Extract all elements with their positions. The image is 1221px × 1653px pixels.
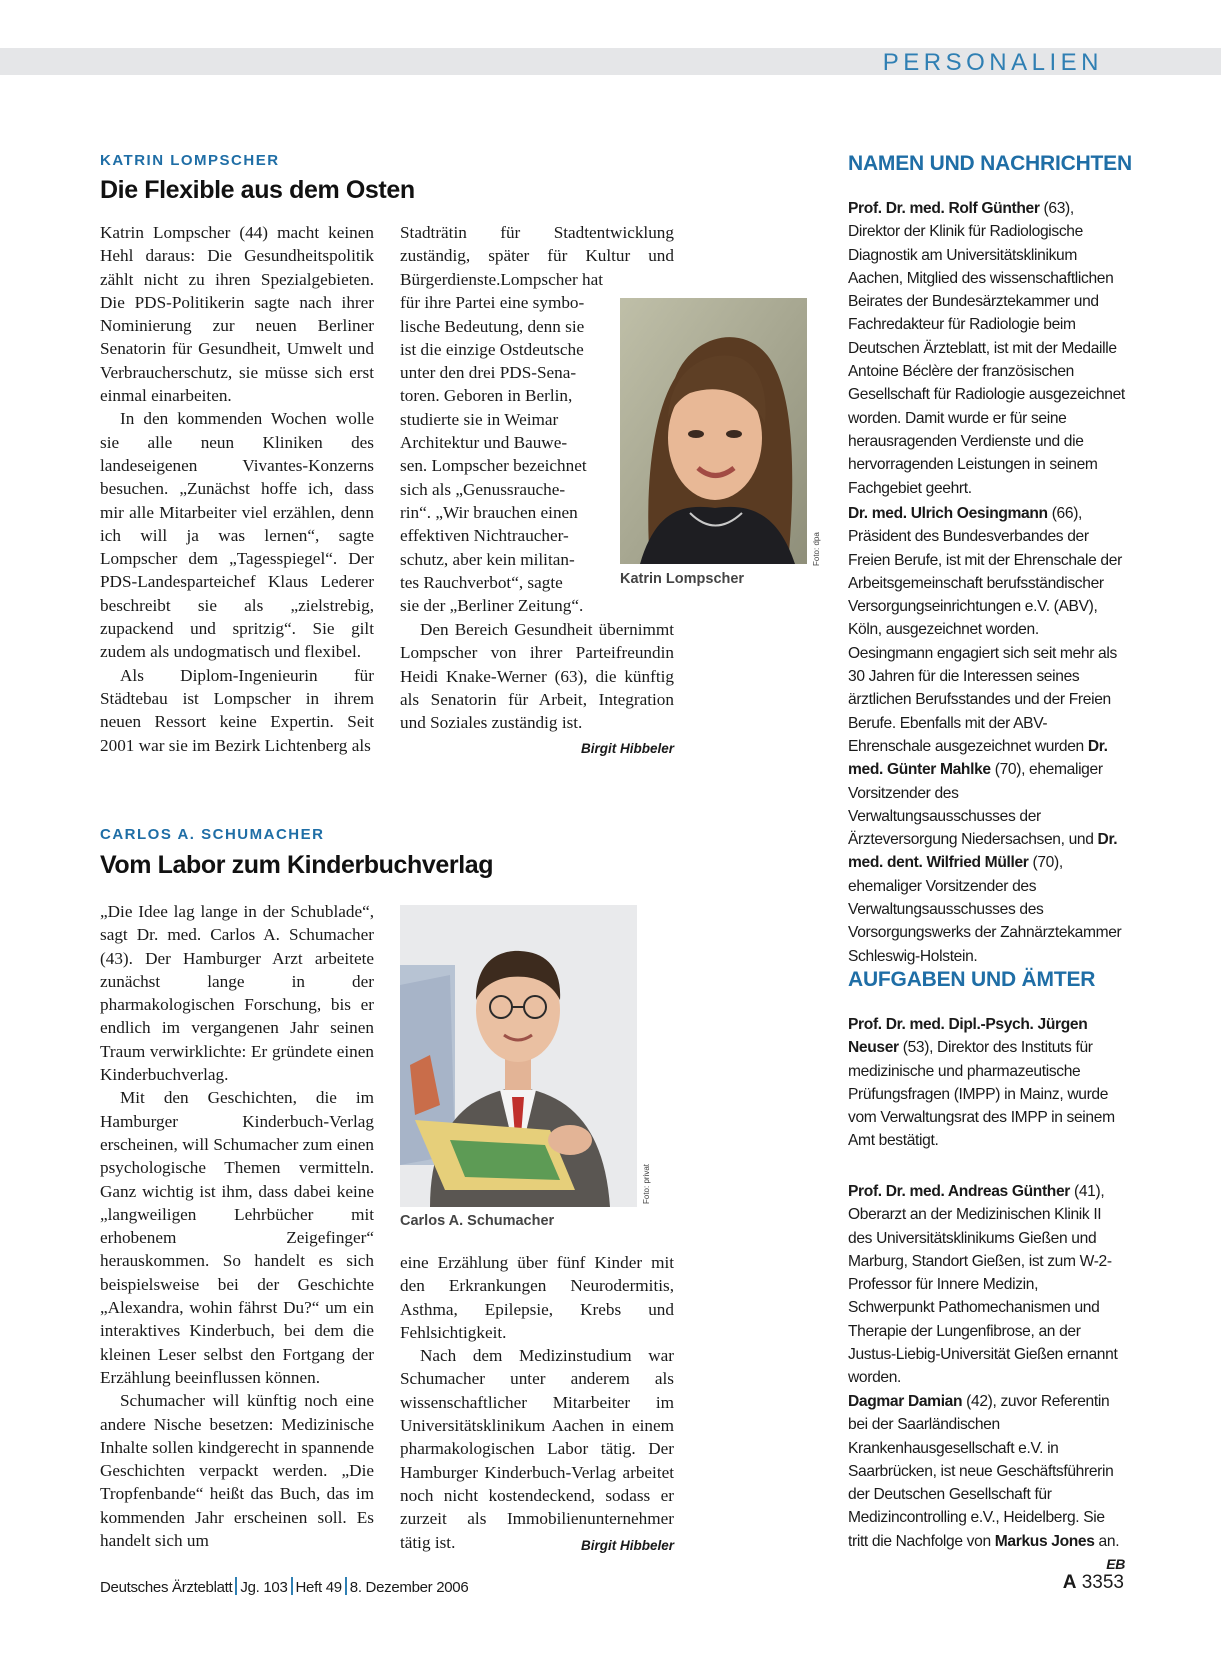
paragraph: „Die Idee lag lange in der Schublade“, sagt Dr. med. Carlos A. Schumacher (43). Der Hamburger Arzt arbeitete zunächst lange in der pharmakologischen Forschung, bis er endlich im vergangenen Jahr seinen Traum verwirklichte: Er gründete einen Kinderbuchverlag.: [100, 902, 374, 1085]
article2-kicker: CARLOS A. SCHUMACHER: [100, 826, 325, 843]
paragraph: Mit den Geschichten, die im Hamburger Kinderbuch-Verlag erscheinen, will Schumacher zum einen psychologische Themen vermitteln. Ganz wichtig ist ihm, dass dabei keine „langweiligen Lehrbücher mit erhobenem Zeigefinger“ herauskommen. So handelt es sich beispielsweise bei der Geschichte „Alexandra, wohin fährst Du?“ um ein interaktives Kinderbuch, bei dem die kleinen Leser selbst den Fortgang der Erzählung beeinflussen können.: [100, 1088, 374, 1387]
volume: Jg. 103: [240, 1579, 288, 1596]
text-line: studierte sie in Weimar: [400, 409, 559, 429]
person-name: Dr. med. Ulrich Oesingmann: [848, 505, 1048, 522]
text-line: sie der „Berliner Zeitung“.: [400, 596, 584, 616]
page-prefix: A: [1062, 1572, 1077, 1593]
separator: [235, 1577, 237, 1595]
news-text: (63), Direktor der Klinik für Radiologische Diagnostik am Universitätsklinikum Aachen, Mitglied des wissenschaftlichen Beirates der Bundesärztekammer und Fachredakteur für Radiologie beim Deutschen Ärzteblatt, ist mit der Medaille Antoine Béclère der französischen Gesellschaft für Radiologie ausgezeichnet worden. Damit wurde er für seine herausragenden Verdienste und die hervorragenden Leistungen in seinem Fachgebiet geehrt.: [848, 200, 1125, 497]
portrait-photo-schumacher: [400, 905, 637, 1207]
sidebar-heading-names: NAMEN UND NACHRICHTEN: [848, 152, 1132, 175]
paragraph: [400, 618, 674, 757]
paragraph: Als Diplom-Ingenieurin für Städtebau ist Lompscher in ihrem neuen Ressort keine Expertin. Seit 2001 war sie im Bezirk Lichtenberg als: [100, 665, 374, 755]
sidebar-entry: [848, 1390, 1125, 1576]
news-paragraph: [848, 502, 1125, 968]
text-line: effektiven Nichtraucher-: [400, 526, 569, 546]
text-line: unter den drei PDS-Sena-: [400, 363, 577, 383]
text-line: sich als „Genussrauche-: [400, 479, 566, 499]
paragraph-text: Nach dem Medizinstudium war Schumacher unter anderem als wissenschaftlicher Mitarbeiter im Universitätsklinikum Aachen in einem pharmakologischen Labor tätig. Der Hamburger Kinderbuch-Verlag arbeitet noch nicht kostendeckend, sodass er zurzeit als Immobilienunternehmer tätig ist.: [400, 1346, 674, 1552]
news-paragraph: [848, 1013, 1125, 1153]
portrait-image: [620, 298, 807, 564]
author-initials: EB: [1106, 1556, 1125, 1573]
sidebar-entry: [848, 1180, 1125, 1390]
paragraph: In den kommenden Wochen wolle sie alle neun Kliniken des landeseigenen Vivantes-Konzerns besuchen. „Zunächst hoffe ich, dass mir alle Mitarbeiter viel erzählen, denn ich will ja was lernen“, sagte Lompscher dem „Tagesspiegel“. Der PDS-Landesparteichef Klaus Lederer beschreibt sie als „zielstrebig, zupackend und spritzig“. Sie gilt zudem als undogmatisch und flexibel.: [100, 409, 374, 662]
portrait-photo-lompscher: [620, 298, 807, 564]
article1-kicker: KATRIN LOMPSCHER: [100, 152, 280, 169]
article2-column-2: [400, 1251, 674, 1557]
news-text: (70), ehemaliger Vorsitzender des Verwaltungsausschusses der Ärzteversorgung Niedersachsen, und: [848, 761, 1103, 849]
paragraph: Katrin Lompscher (44) macht keinen Hehl daraus: Die Gesundheitspolitik zählt nicht zu ihren Spezialgebieten. Die PDS-Politikerin sagte nach ihrer Nominierung zur neuen Berliner Senatorin für Gesundheit, Umwelt und Verbraucherschutz, sie müsse sich erst einmal einarbeiten.: [100, 223, 374, 406]
text-line: für ihre Partei eine symbo-: [400, 293, 585, 313]
photo-caption: Katrin Lompscher: [620, 571, 745, 587]
article1-headline: Die Flexible aus dem Osten: [100, 176, 415, 204]
signature: Birgit Hibbeler: [580, 741, 674, 757]
article2-headline: Vom Labor zum Kinderbuchverlag: [100, 851, 494, 879]
photo-credit: Foto: privat: [642, 1163, 651, 1204]
text-line: tes Rauchverbot“, sagte: [400, 572, 563, 592]
sidebar-entry: [848, 1013, 1125, 1153]
paragraph: Stadträtin für Stadtentwicklung zuständig, später für Kultur und Bürgerdienste.: [400, 223, 674, 289]
person-name: Dagmar Damian: [848, 1393, 963, 1410]
page-number-value: 3353: [1081, 1572, 1124, 1593]
person-name: Dr. med. dent. Wilfried Müller: [848, 831, 1118, 872]
issue-date: 8. Dezember 2006: [349, 1579, 469, 1596]
news-text: (66), Präsident des Bundesverbandes der Freien Berufe, ist mit der Ehrenschale der Arbeitsgemeinschaft berufsständischer Versorgungseinrichtungen e.V. (ABV), Köln, ausgezeichnet worden. Oesingmann engagiert sich seit mehr als 30 Jahren für die Interessen seines ärztlichen Berufsstandes und der Freien Berufe. Ebenfalls mit der ABV-Ehrenschale ausgezeichnet wurden: [848, 505, 1122, 755]
text-line: lische Bedeutung, denn sie: [400, 316, 585, 336]
portrait-image: [400, 905, 637, 1207]
text-line: toren. Geboren in Berlin,: [400, 386, 573, 406]
person-name: Prof. Dr. med. Dipl.-Psych. Jürgen Neuser: [848, 1016, 1088, 1057]
person-name: Dr. med. Günter Mahlke: [848, 737, 1108, 779]
sidebar-entry: [848, 197, 1125, 500]
news-paragraph: [848, 1180, 1125, 1390]
article1-column-2-narrow: [400, 268, 603, 617]
person-name: Prof. Dr. med. Andreas Günther: [848, 1183, 1071, 1200]
sidebar-heading-duties: AUFGABEN UND ÄMTER: [848, 968, 1096, 991]
journal-name: Deutsches Ärzteblatt: [100, 1579, 233, 1596]
separator: [291, 1577, 293, 1595]
text-line: Lompscher hat: [500, 270, 603, 289]
signature: Birgit Hibbeler: [580, 1537, 674, 1553]
page-number: [1063, 1572, 1124, 1594]
news-text: (42), zuvor Referentin bei der Saarländischen Krankenhausgesellschaft e.V. in Saarbrücken, ist neue Geschäftsführerin der Deutschen Gesellschaft für Medizincontrolling e.V., Heidelberg. Sie tritt die Nachfolge von: [848, 1393, 1114, 1550]
photo-credit: Foto: dpa: [812, 532, 821, 566]
photo-caption: Carlos A. Schumacher: [400, 1213, 555, 1229]
section-label: PERSONALIEN: [882, 49, 1103, 76]
footer-citation: [100, 1577, 468, 1596]
news-text: (70), ehemaliger Vorsitzender des Verwaltungsausschusses des Vorsorgungswerks der Zahnärztekammer Schleswig-Holstein.: [848, 854, 1122, 965]
article2-column-1: [100, 900, 374, 1552]
paragraph: eine Erzählung über fünf Kinder mit den Erkrankungen Neurodermitis, Asthma, Epilepsie, Krebs und Fehlsichtigkeit.: [400, 1253, 674, 1342]
paragraph-text: Den Bereich Gesundheit übernimmt Lompscher von ihrer Parteifreundin Heidi Knake-Werner (63), die künftig als Senatorin für Arbeit, Integration und Soziales zuständig ist.: [400, 620, 674, 733]
separator: [345, 1577, 347, 1595]
news-paragraph: [848, 197, 1125, 500]
text-line: schutz, aber kein militan-: [400, 549, 575, 569]
sidebar-entry: [848, 502, 1125, 968]
text-line: Architektur und Bauwe-: [400, 433, 568, 453]
news-text: an.: [1094, 1532, 1120, 1550]
news-paragraph: [848, 1390, 1125, 1573]
paragraph: Schumacher will künftig noch eine andere Nische besetzen: Medizinische Inhalte sollen kindgerecht in spannende Geschichten verpackt werden. „Die Tropfenbande“ heißt das Buch, das im kommenden Jahr erscheinen soll. Es handelt sich um: [100, 1391, 374, 1551]
person-name: Prof. Dr. med. Rolf Günther: [848, 200, 1040, 217]
person-name: Markus Jones: [994, 1532, 1095, 1550]
article1-column-2-bottom: [400, 618, 674, 761]
text-line: sen. Lompscher bezeichnet: [400, 456, 587, 476]
news-text: (41), Oberarzt an der Medizinischen Klinik II des Universitätsklinikums Gießen und Marburg, Standort Gießen, ist zum W-2-Professor für Innere Medizin, Schwerpunkt Pathomechanismen und Therapie der Lungenfibrose, an der Justus-Liebig-Universität Gießen ernannt worden.: [848, 1183, 1118, 1387]
text-line: ist die einzige Ostdeutsche: [400, 339, 584, 359]
issue: Heft 49: [295, 1579, 342, 1596]
news-text: (53), Direktor des Instituts für medizinische und pharmazeutische Prüfungsfragen (IMPP) in Mainz, wurde vom Verwaltungsrat des IMPP in seinem Amt bestätigt.: [848, 1039, 1115, 1150]
text-line: rin“. „Wir brauchen einen: [400, 502, 578, 522]
paragraph: [400, 1344, 674, 1554]
article1-column-1: [100, 221, 374, 757]
